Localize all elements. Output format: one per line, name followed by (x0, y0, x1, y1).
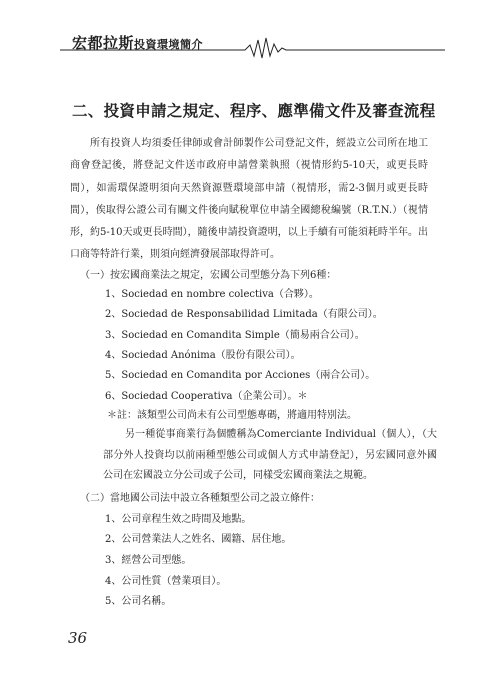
page-number: 36 (68, 629, 88, 647)
part2-item: 3、經營公司型態。 (105, 555, 192, 566)
part2-item: 1、公司章程生效之時間及地點。 (105, 514, 252, 525)
part2-item: 4、公司性質（營業項目）。 (105, 576, 227, 587)
header-title-sub: 投資環境簡介 (134, 38, 204, 51)
part1-heading: （一）按宏國商業法之規定，宏國公司型態分為下列6種： (80, 270, 337, 281)
part1-item: 5、Sociedad en Comandita por Acciones（兩合公司）。 (105, 370, 376, 381)
part2-item: 2、公司營業法人之姓名、國籍、居住地。 (105, 534, 292, 545)
part2-heading: （二）當地國公司法中設立各種類型公司之設立條件： (80, 493, 320, 504)
part1-paragraph: 另一種從事商業行為個體稱為Comerciante Individual（個人），（大部分外人投資均以前兩種型態公司或個人方式申請登記），另宏國同意外國公司在宏國設立分公司或子公司，同樣受宏國商業法之規範。 (103, 429, 437, 481)
part1-note: ＊註：該類型公司尚未有公司型態專碼，將適用特別法。 (107, 410, 357, 421)
part1-item: 4、Sociedad Anónima（股份有限公司）。 (105, 350, 301, 361)
part1-item: 1、Sociedad en nombre colectiva（合夥）。 (105, 289, 319, 300)
part1-item: 6、Sociedad Cooperativa（企業公司）。＊ (105, 391, 308, 402)
part2-item: 5、公司名稱。 (105, 596, 172, 607)
intro-paragraph: 所有投資人均須委任律師或會計師製作公司登記文件，經設立公司所在地工商會登記後，將登記文件送市政府申請營業執照（視情形約5-10天，或更長時間），如需環保證明須向天然資源暨環境部申請（視情形，需2-3個月或更長時間），俟取得公證公司有關文件後向賦稅單位申請全國總稅編號（R.T.N.）（視情形，約5-10天或更長時間），隨後申請投資證明，以上手續有可能須耗時半年。出口商等特許行業，則須向經濟發展部取得許可。 (70, 138, 428, 261)
header-title-main: 宏都拉斯 (72, 34, 135, 52)
part1-item: 2、Sociedad de Responsabilidad Limitada（有限公司）。 (105, 309, 383, 320)
header-pulse-line (60, 36, 445, 60)
part1-item: 3、Sociedad en Comandita Simple（簡易兩合公司）。 (105, 330, 365, 341)
section-title: 二、投資申請之規定、程序、應準備文件及審查流程 (72, 101, 436, 120)
